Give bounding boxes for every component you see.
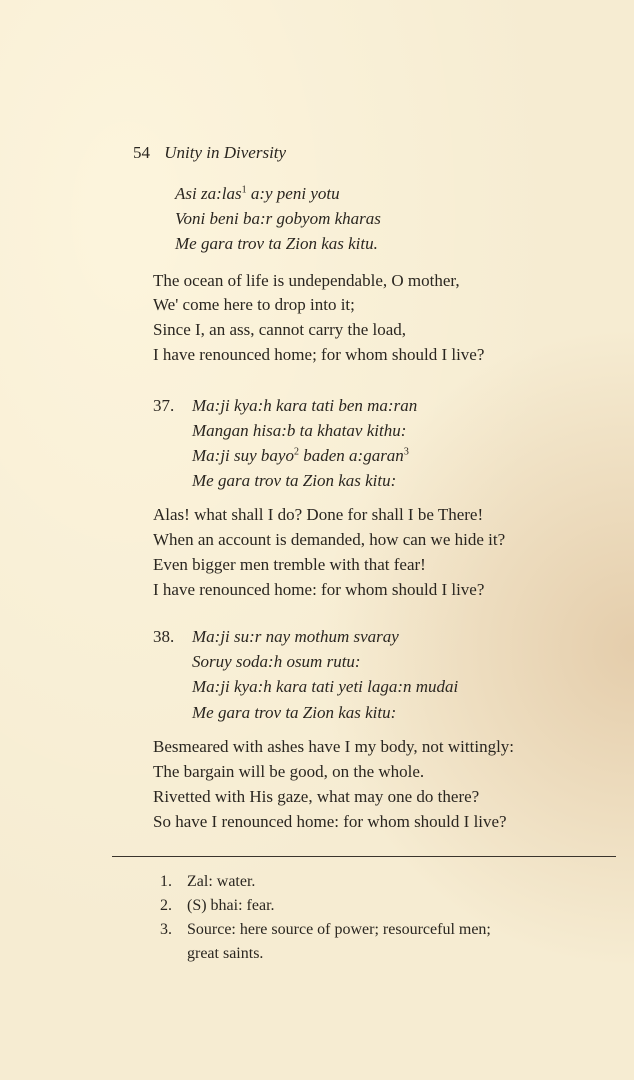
translit-line: Me gara trov ta Zion kas kitu: (192, 703, 397, 722)
footnote-ref: 2 (293, 446, 299, 458)
verse-number: 38. (153, 627, 175, 646)
translit-line: Ma:ji suy bayo$^2$ baden a:garan$^3$ (192, 446, 409, 465)
translation-line: The ocean of life is undependable, O mother, (153, 271, 460, 290)
translation-line: The bargain will be good, on the whole. (153, 762, 425, 781)
verse-number: 37. (153, 396, 175, 415)
footnote-number: 1. (160, 873, 172, 890)
translation-line: Alas! what shall I do? Done for shall I be There! (153, 505, 484, 524)
translit-line: Me gara trov ta Zion kas kitu. (175, 234, 378, 253)
translation-line: Besmeared with ashes have I my body, not wittingly: (153, 737, 515, 756)
translation-line: We' come here to drop into it; (153, 295, 355, 314)
translit-line: Asi za:las$^1$ a:y peni yotu (175, 184, 340, 203)
translation-line: When an account is demanded, how can we hide it? (153, 530, 506, 549)
translit-line: Ma:ji su:r nay mothum svaray (192, 627, 399, 646)
footnote-ref: 3 (403, 446, 409, 458)
translation-line: I have renounced home; for whom should I live? (153, 345, 485, 364)
footnote-divider (112, 856, 616, 857)
translit-line: Me gara trov ta Zion kas kitu: (192, 471, 397, 490)
footnote-number: 2. (160, 897, 172, 914)
translation-line: Rivetted with His gaze, what may one do there? (153, 787, 480, 806)
translation-line: Since I, an ass, cannot carry the load, (153, 320, 407, 339)
translit-line: Soruy soda:h osum rutu: (192, 652, 361, 671)
translit-line: Voni beni ba:r gobyom kharas (175, 209, 381, 228)
translation-line: So have I renounced home: for whom should I live? (153, 812, 507, 831)
translit-line: Ma:ji kya:h kara tati yeti laga:n mudai (192, 677, 459, 696)
translit-line: Mangan hisa:b ta khatav kithu: (192, 421, 407, 440)
footnote-text: (S) bhai: fear. (187, 897, 275, 914)
translation-line: Even bigger men tremble with that fear! (153, 555, 426, 574)
translit-line: Ma:ji kya:h kara tati ben ma:ran (192, 396, 418, 415)
translation-line: I have renounced home: for whom should I live? (153, 580, 485, 599)
footnote-ref: 1 (241, 184, 247, 196)
footnote-text: Zal: water. (187, 873, 256, 890)
footnote-text: great saints. (187, 945, 264, 962)
footnote-text: Source: here source of power; resourceful men; (187, 921, 491, 938)
page-header (133, 143, 286, 163)
page-number: 54 (133, 143, 150, 162)
running-title: Unity in Diversity (164, 143, 287, 162)
footnote-number: 3. (160, 921, 172, 938)
